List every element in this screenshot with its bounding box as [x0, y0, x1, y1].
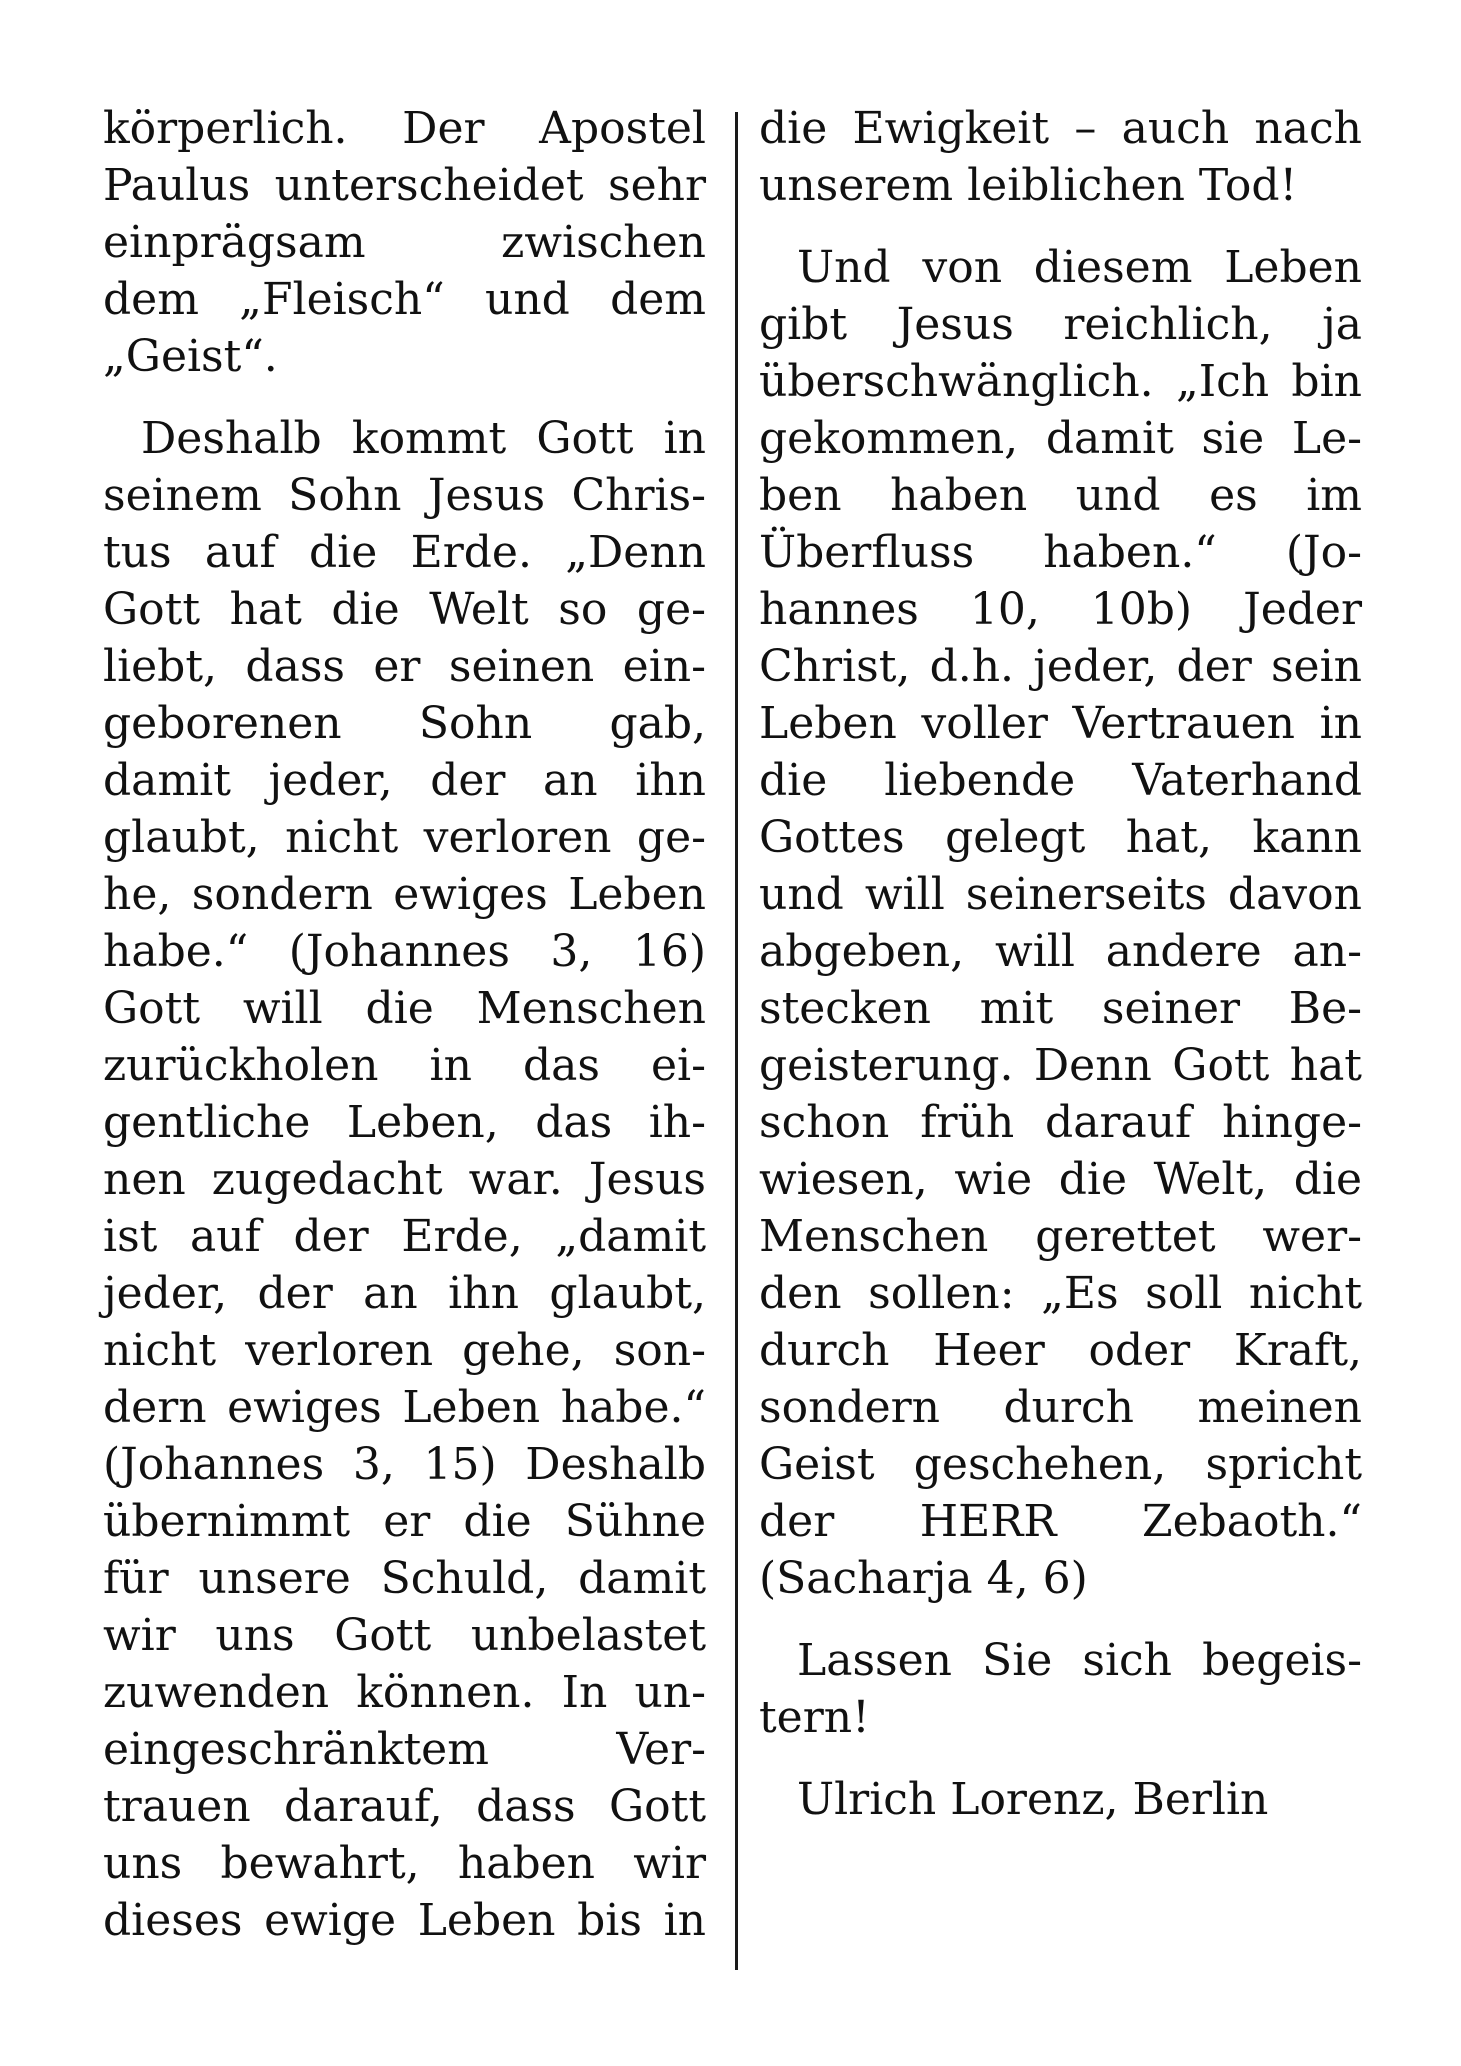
text-line: wiesen, wie die Welt, die: [759, 1154, 1362, 1205]
text-line: die Ewigkeit – auch nach: [759, 103, 1362, 154]
text-line: für unsere Schuld, damit: [103, 1553, 706, 1604]
text-line: gentliche Leben, das ih-: [103, 1097, 706, 1148]
text-line: dern ewiges Leben habe.“: [103, 1382, 706, 1433]
text-line: zuwenden können. In un-: [103, 1667, 706, 1718]
text-line: ben haben und es im: [759, 470, 1362, 521]
text-line: nicht verloren gehe, son-: [103, 1325, 706, 1376]
text-line: tern!: [759, 1692, 870, 1743]
text-line: Lassen Sie sich begeis-: [797, 1635, 1362, 1686]
text-line: durch Heer oder Kraft,: [759, 1325, 1362, 1376]
text-line: gekommen, damit sie Le-: [759, 413, 1362, 464]
text-line: abgeben, will andere an-: [759, 926, 1362, 977]
signature: [759, 1771, 1362, 1828]
right-column: [759, 100, 1362, 1828]
text-line: dem „Fleisch“ und dem: [103, 274, 706, 325]
text-line: die liebende Vaterhand: [759, 755, 1362, 806]
text-line: liebt, dass er seinen ein-: [103, 641, 706, 692]
text-line: glaubt, nicht verloren ge-: [103, 812, 706, 863]
text-line: schon früh darauf hinge-: [759, 1097, 1362, 1148]
text-line: Menschen gerettet wer-: [759, 1211, 1362, 1262]
text-line: Gott will die Menschen: [103, 983, 706, 1034]
text-line: Überfluss haben.“ (Jo-: [759, 527, 1362, 578]
text-line: Gottes gelegt hat, kann: [759, 812, 1362, 863]
text-line: nen zugedacht war. Jesus: [103, 1154, 706, 1205]
text-line: jeder, der an ihn glaubt,: [103, 1268, 706, 1319]
text-line: stecken mit seiner Be-: [759, 983, 1362, 1034]
text-line: gibt Jesus reichlich, ja: [759, 299, 1362, 350]
text-line: den sollen: „Es soll nicht: [759, 1268, 1362, 1319]
text-line: (Johannes 3, 15) Deshalb: [103, 1439, 706, 1490]
text-line: sondern durch meinen: [759, 1382, 1362, 1433]
text-line: Christ, d.h. jeder, der sein: [759, 641, 1362, 692]
author-signature: Ulrich Lorenz, Berlin: [797, 1774, 1269, 1825]
text-line: Deshalb kommt Gott in: [141, 413, 706, 464]
text-line: geborenen Sohn gab,: [103, 698, 706, 749]
text-line: geisterung. Denn Gott hat: [759, 1040, 1362, 1091]
text-line: Gott hat die Welt so ge-: [103, 584, 706, 635]
text-line: Paulus unterscheidet sehr: [103, 160, 706, 211]
text-line: einprägsam zwischen: [103, 217, 706, 268]
text-line: ist auf der Erde, „damit: [103, 1211, 706, 1262]
paragraph: [759, 100, 1362, 214]
paragraph: [103, 410, 706, 1949]
text-line: eingeschränktem Ver-: [103, 1724, 706, 1775]
paragraph: [759, 239, 1362, 1607]
text-line: he, sondern ewiges Leben: [103, 869, 706, 920]
text-line: zurückholen in das ei-: [103, 1040, 706, 1091]
text-line: dieses ewige Leben bis in: [103, 1895, 706, 1946]
text-line: Geist geschehen, spricht: [759, 1439, 1362, 1490]
text-line: hannes 10, 10b) Jeder: [759, 584, 1362, 635]
paragraph: [759, 1632, 1362, 1746]
text-line: und will seinerseits davon: [759, 869, 1362, 920]
column-divider: [735, 112, 738, 1970]
text-line: „Geist“.: [103, 331, 278, 382]
text-line: tus auf die Erde. „Denn: [103, 527, 706, 578]
text-line: habe.“ (Johannes 3, 16): [103, 926, 706, 977]
text-line: damit jeder, der an ihn: [103, 755, 706, 806]
text-line: (Sacharja 4, 6): [759, 1553, 1088, 1604]
text-line: körperlich. Der Apostel: [103, 103, 706, 154]
text-line: überschwänglich. „Ich bin: [759, 356, 1362, 407]
text-line: unserem leiblichen Tod!: [759, 160, 1298, 211]
text-line: trauen darauf, dass Gott: [103, 1781, 706, 1832]
left-column: [103, 100, 706, 1949]
text-line: uns bewahrt, haben wir: [103, 1838, 706, 1889]
text-line: übernimmt er die Sühne: [103, 1496, 706, 1547]
text-line: Leben voller Vertrauen in: [759, 698, 1362, 749]
paragraph: [103, 100, 706, 385]
text-line: der HERR Zebaoth.“: [759, 1496, 1362, 1547]
text-line: Und von diesem Leben: [797, 242, 1362, 293]
text-line: wir uns Gott unbelastet: [103, 1610, 706, 1661]
text-line: seinem Sohn Jesus Chris-: [103, 470, 706, 521]
